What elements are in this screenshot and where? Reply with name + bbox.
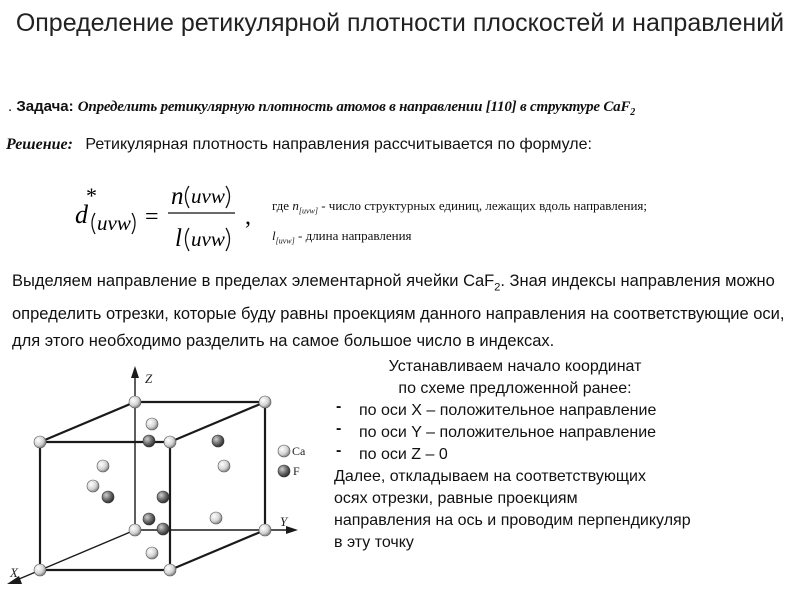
origin-tail-line-4: в эту точку — [334, 534, 414, 551]
formula-comma: , — [245, 204, 251, 230]
list-item: - по оси Y – положительное направление — [330, 422, 700, 444]
paragraph-part-1: Выделяем направление в пределах элементарной ячейки CaF — [12, 272, 495, 290]
formula-num-bracket-right — [226, 186, 230, 208]
reticular-density-formula — [75, 168, 285, 258]
origin-heading-2: по схеме предложенной ранее: — [398, 380, 632, 397]
where-l-text: - длина направления — [294, 227, 412, 243]
legend-ca-label: Ca — [292, 444, 306, 458]
formula-num-index: uvw — [191, 184, 225, 208]
y-axis-label: Y — [280, 514, 288, 529]
formula-star: * — [86, 183, 97, 208]
formula-lhs-symbol: d — [75, 200, 88, 229]
paragraph-subscript: 2 — [494, 281, 501, 294]
formula-den-bracket-right — [226, 228, 230, 251]
legend-f-label: F — [293, 464, 300, 478]
formula-denominator: l — [175, 225, 182, 252]
origin-instructions — [330, 356, 700, 554]
f-atoms — [102, 435, 224, 535]
caf2-unit-cell-diagram — [0, 360, 330, 600]
formula-legend — [272, 194, 647, 253]
z-axis-label: Z — [145, 371, 153, 386]
where-n-subscript: [uvw] — [298, 206, 318, 216]
formula-lhs-index: uvw — [97, 211, 131, 235]
legend-ca-marker — [278, 445, 290, 457]
formula-equals: = — [145, 204, 159, 230]
origin-tail-line-3: направления на ось и проводим перпендикуляр — [334, 512, 691, 529]
where-prefix: где — [272, 198, 293, 213]
list-item: - по оси X – положительное направление — [330, 400, 700, 422]
origin-tail-line-2: осях отрезки, равные проекциям — [334, 490, 578, 507]
solution-line — [6, 136, 592, 154]
formula-numerator: n — [171, 183, 184, 210]
ca-atoms — [34, 396, 271, 576]
legend-f-marker — [278, 465, 290, 477]
origin-heading-1: Устанавливаем начало координат — [388, 358, 642, 375]
task-label: Задача: — [16, 98, 74, 115]
task-text: Определить ретикулярную плотность атомов в направлении [110] в структуре CaF — [77, 99, 631, 115]
axis-direction-list — [330, 400, 700, 466]
formula-legend-line-2 — [272, 224, 647, 254]
formula-lhs-bracket-right — [132, 213, 135, 234]
y-axis-arrowhead — [286, 526, 298, 534]
solution-label: Решение: — [6, 136, 73, 153]
x-axis — [12, 530, 135, 582]
formula-den-bracket-left — [186, 228, 190, 251]
task-statement — [0, 98, 800, 118]
page-title: Определение ретикулярной плотности плоскостей и направлений — [15, 9, 785, 37]
where-l-symbol: l — [272, 227, 276, 243]
where-n-symbol: n — [292, 198, 299, 213]
formula-den-index: uvw — [191, 227, 225, 251]
origin-tail-line-1: Далее, откладываем на соответствующих — [334, 468, 646, 485]
paragraph-part-2: . Зная индексы направления можно определить отрезки, которые буду равны проекциям данного направления на соответствующие оси, для этого необходимо разделить на самое большое число в индексах. — [12, 272, 785, 351]
where-n-text: - число структурных единиц, лежащих вдоль направления; — [317, 198, 648, 213]
formula-lhs-bracket-left — [92, 213, 95, 234]
x-axis-label: X — [10, 565, 18, 580]
list-item: - по оси Z – 0 — [330, 444, 700, 466]
task-text-subscript: 2 — [630, 107, 636, 118]
solution-text: Ретикулярная плотность направления рассчитывается по формуле: — [85, 136, 592, 153]
formula-num-bracket-left — [186, 186, 190, 208]
explanation-paragraph — [12, 268, 792, 355]
z-axis-arrowhead — [131, 366, 139, 378]
where-l-subscript: [uvw] — [275, 236, 295, 246]
bullet-dot: . — [8, 98, 13, 115]
formula-legend-line-1 — [272, 194, 647, 224]
